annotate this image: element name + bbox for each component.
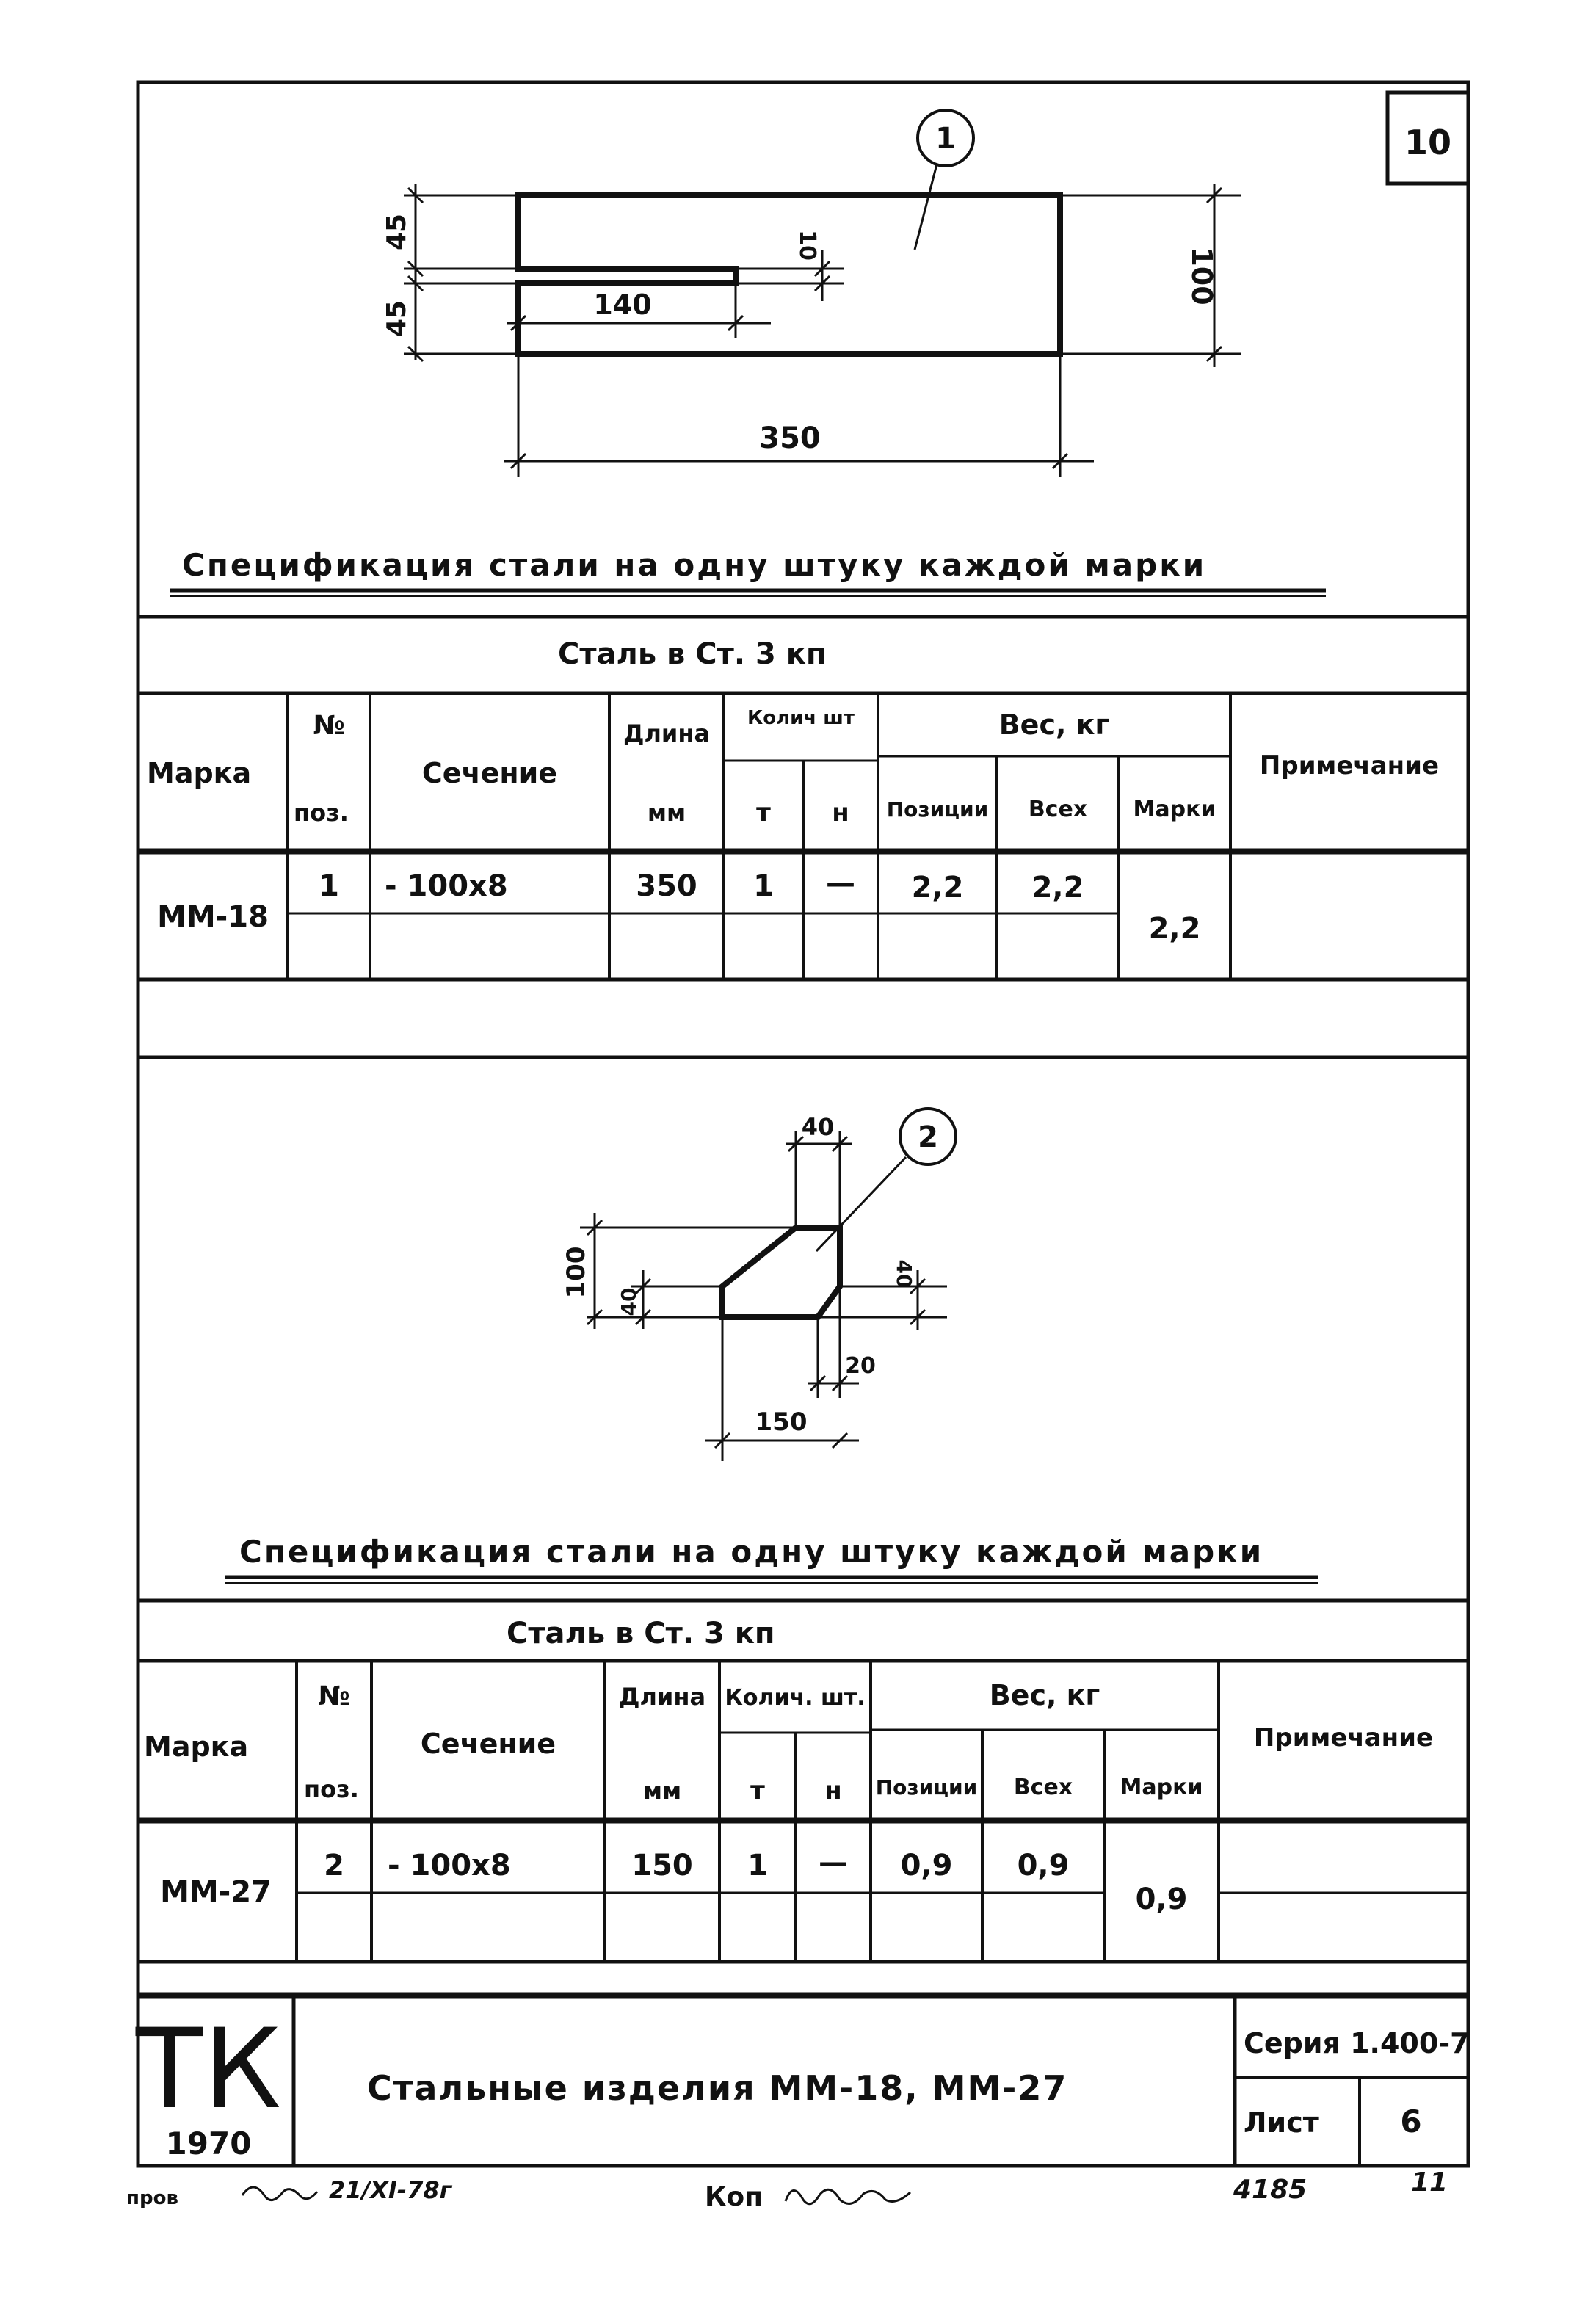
spec-table-2	[138, 1601, 1468, 1962]
cell-dlina-1: 350	[636, 869, 697, 903]
cell-ves-marki-1: 2,2	[1148, 912, 1201, 946]
cell-ves-vseh-1: 2,2	[1031, 871, 1084, 905]
th-ves-2: Вес, кг	[989, 1679, 1100, 1711]
dim-150: 150	[755, 1407, 808, 1437]
drawing-title: Стальные изделия ММ-18, ММ-27	[367, 2068, 1068, 2108]
dim-45-top: 45	[382, 213, 412, 251]
spec-title-2: Спецификация стали на одну штуку каждой марки	[239, 1534, 1264, 1570]
th-kolich-1: Колич шт	[747, 707, 855, 729]
th-pozicii-1: Позиции	[886, 797, 989, 822]
th-dlina-1: Длина	[623, 720, 711, 747]
cell-ves-poz-2: 0,9	[900, 1849, 953, 1882]
th-ves-1: Вес, кг	[998, 709, 1110, 741]
th-marka-2: Марка	[144, 1731, 249, 1763]
th-no-1: №	[313, 711, 345, 741]
sheet-label: Лист	[1244, 2106, 1319, 2139]
dim-45-bottom: 45	[382, 300, 412, 338]
cell-dlina-2: 150	[631, 1849, 693, 1882]
cell-t-2: 1	[747, 1849, 768, 1882]
th-mm-2: мм	[642, 1777, 682, 1805]
cell-marka-2: ММ-27	[160, 1875, 272, 1909]
sheet-number: 6	[1400, 2103, 1422, 2139]
series-label: Серия 1.400-7	[1244, 2027, 1470, 2059]
th-t-1: т	[756, 798, 771, 827]
dim-10: 10	[794, 230, 820, 261]
th-kolich-2: Колич. шт.	[725, 1685, 866, 1711]
dim-40-top: 40	[801, 1113, 835, 1141]
tk-year: 1970	[165, 2126, 252, 2161]
dim-20: 20	[845, 1353, 876, 1379]
footer	[126, 2167, 1448, 2212]
dim-100: 100	[1186, 247, 1218, 305]
th-mm-1: мм	[647, 799, 686, 827]
th-n-1: н	[832, 798, 849, 827]
cell-n-1: —	[826, 866, 855, 900]
th-n-2: н	[824, 1776, 842, 1805]
cell-sechenie-1: - 100х8	[385, 869, 508, 903]
cell-marka-1: ММ-18	[157, 900, 269, 934]
th-pozicii-2: Позиции	[875, 1775, 978, 1800]
position-mark-2: 2	[918, 1120, 938, 1154]
footer-signature-note: 21/XI-78г	[329, 2176, 452, 2204]
title-block	[135, 1994, 1470, 2166]
cell-sechenie-2: - 100х8	[388, 1849, 511, 1882]
steel-grade-1: Сталь в Ст. 3 кп	[558, 637, 827, 671]
th-marka-1: Марка	[147, 757, 252, 789]
cell-ves-poz-1: 2,2	[911, 871, 964, 905]
th-sechenie-2: Сечение	[420, 1728, 556, 1760]
dim-100-2: 100	[562, 1246, 591, 1299]
dim-40-right: 40	[892, 1259, 916, 1289]
cell-pos-2: 2	[324, 1849, 344, 1882]
footer-code: 4185	[1233, 2175, 1307, 2205]
cell-ves-vseh-2: 0,9	[1017, 1849, 1070, 1882]
footer-prov: пров	[126, 2187, 178, 2209]
steel-grade-2: Сталь в Ст. 3 кп	[507, 1617, 775, 1650]
footer-kop: Коп	[705, 2182, 763, 2212]
spec-title-1: Спецификация стали на одну штуку каждой марки	[182, 547, 1207, 583]
cell-pos-1: 1	[319, 869, 339, 903]
dim-350: 350	[759, 421, 821, 455]
th-primechanie-1: Примечание	[1259, 751, 1440, 780]
th-no-2: №	[318, 1681, 350, 1711]
th-t-2: т	[750, 1776, 765, 1805]
dim-40-left: 40	[617, 1287, 641, 1316]
plate-2-outline	[722, 1228, 840, 1317]
dim-140: 140	[593, 289, 652, 321]
drawing-1	[382, 110, 1241, 477]
th-marki-2: Марки	[1120, 1775, 1203, 1800]
cell-n-2: —	[819, 1846, 848, 1880]
position-mark-1: 1	[935, 122, 956, 156]
tk-logo: ТК	[135, 2006, 282, 2134]
th-dlina-2: Длина	[618, 1683, 706, 1711]
th-vseh-1: Всех	[1028, 797, 1088, 822]
cell-ves-marki-2: 0,9	[1135, 1882, 1188, 1916]
plate-1-outline	[518, 195, 1060, 354]
th-primechanie-2: Примечание	[1253, 1723, 1434, 1753]
spec-table-1	[138, 617, 1468, 979]
th-pos-2: поз.	[304, 1775, 359, 1803]
cell-t-1: 1	[753, 869, 774, 903]
footer-page: 11	[1411, 2167, 1448, 2197]
page-number: 10	[1404, 123, 1452, 162]
th-sechenie-1: Сечение	[421, 757, 558, 789]
th-marki-1: Марки	[1133, 797, 1216, 822]
prov-signature	[242, 2187, 317, 2200]
kop-signature	[786, 2189, 910, 2203]
th-pos-1: поз.	[294, 799, 349, 827]
th-vseh-2: Всех	[1013, 1775, 1073, 1800]
drawing-2	[562, 1109, 956, 1461]
